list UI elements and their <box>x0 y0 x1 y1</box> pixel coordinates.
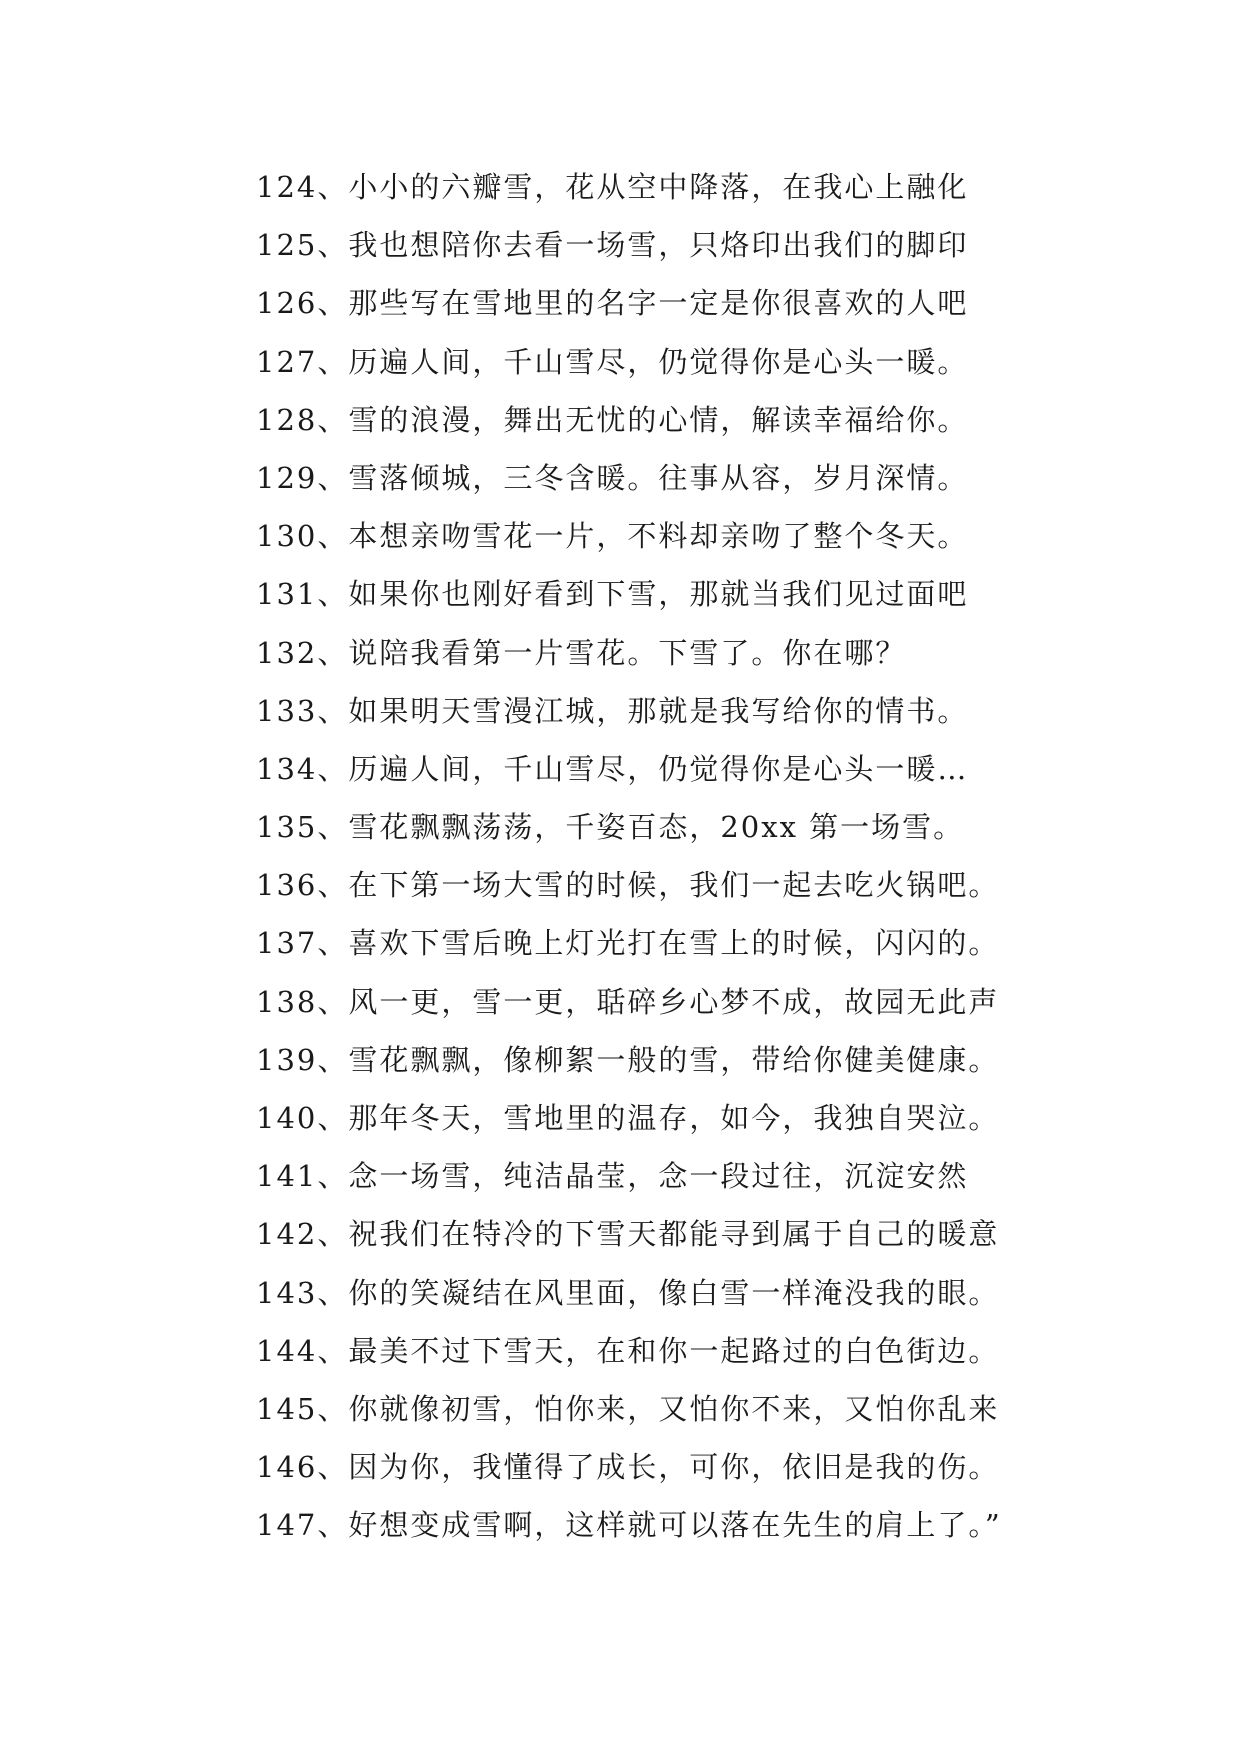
text-line: 126、那些写在雪地里的名字一定是你很喜欢的人吧 <box>256 286 969 321</box>
text-line: 125、我也想陪你去看一场雪，只烙印出我们的脚印 <box>256 228 969 263</box>
text-line: 138、风一更，雪一更，聒碎乡心梦不成，故园无此声 <box>256 984 1000 1019</box>
text-line: 142、祝我们在特冷的下雪天都能寻到属于自己的暖意 <box>256 1217 1000 1252</box>
text-line: 147、好想变成雪啊，这样就可以落在先生的肩上了。” <box>256 1508 1002 1543</box>
text-lines <box>256 158 1156 1555</box>
text-line: 132、说陪我看第一片雪花。下雪了。你在哪？ <box>256 635 907 670</box>
text-line: 129、雪落倾城，三冬含暖。往事从容，岁月深情。 <box>256 460 969 495</box>
text-line: 139、雪花飘飘，像柳絮一般的雪，带给你健美健康。 <box>256 1042 1000 1077</box>
text-line: 136、在下第一场大雪的时候，我们一起去吃火锅吧。 <box>256 868 1000 903</box>
text-line: 146、因为你，我懂得了成长，可你，依旧是我的伤。 <box>256 1450 1000 1485</box>
text-line: 143、你的笑凝结在风里面，像白雪一样淹没我的眼。 <box>256 1275 1000 1310</box>
text-line: 140、那年冬天，雪地里的温存，如今，我独自哭泣。 <box>256 1101 1000 1135</box>
text-line: 124、小小的六瓣雪，花从空中降落，在我心上融化 <box>256 170 969 204</box>
text-line: 135、雪花飘飘荡荡，千姿百态，20xx 第一场雪。 <box>256 810 965 845</box>
text-line: 130、本想亲吻雪花一片，不料却亲吻了整个冬天。 <box>256 519 969 554</box>
text-line: 141、念一场雪，纯洁晶莹，念一段过往，沉淀安然 <box>256 1159 969 1194</box>
text-line: 127、历遍人间，千山雪尽，仍觉得你是心头一暖。 <box>256 344 969 379</box>
text-line: 144、最美不过下雪天，在和你一起路过的白色街边。 <box>256 1333 1000 1368</box>
text-line: 134、历遍人间，千山雪尽，仍觉得你是心头一暖… <box>256 751 969 786</box>
text-line: 145、你就像初雪，怕你来，又怕你不来，又怕你乱来 <box>256 1391 1000 1426</box>
text-line: 137、喜欢下雪后晚上灯光打在雪上的时候，闪闪的。 <box>256 926 1000 961</box>
text-line: 128、雪的浪漫，舞出无忧的心情，解读幸福给你。 <box>256 402 969 437</box>
text-line: 133、如果明天雪漫江城，那就是我写给你的情书。 <box>256 693 969 728</box>
text-line: 131、如果你也刚好看到下雪，那就当我们见过面吧 <box>256 577 969 612</box>
